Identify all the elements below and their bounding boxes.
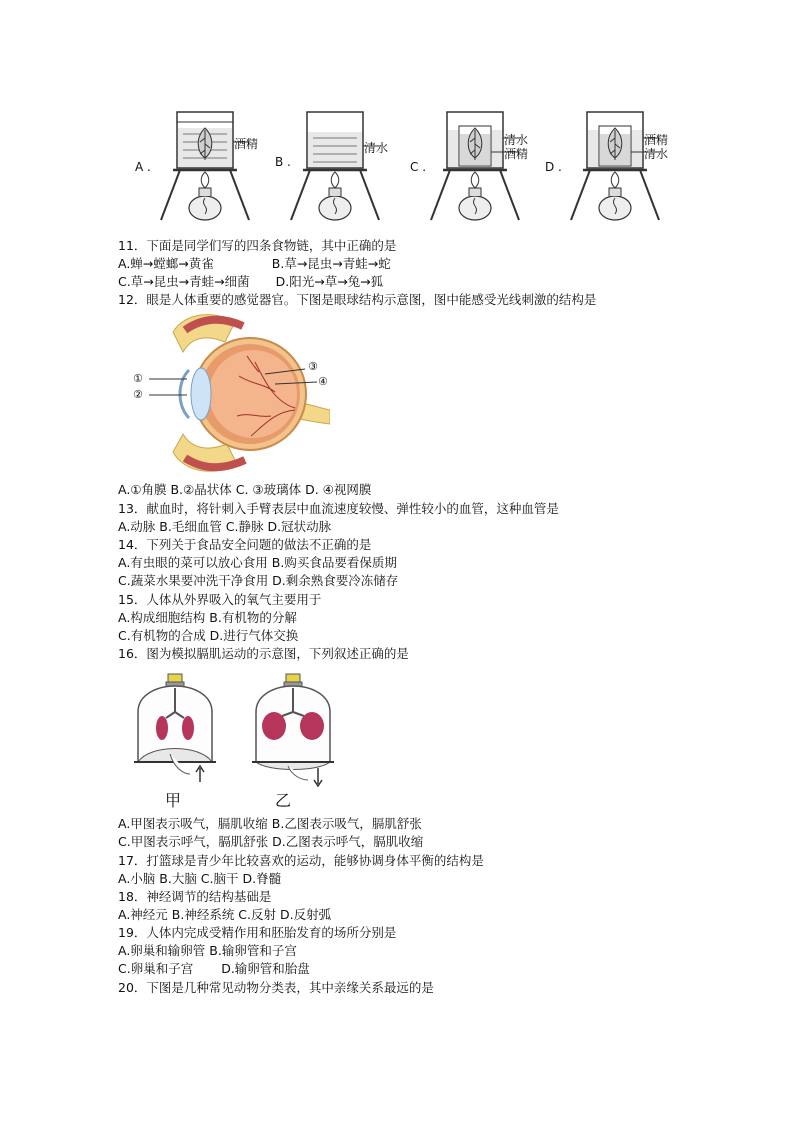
q19-options-cd <box>118 960 310 978</box>
q12-options: A.①角膜 B.②晶状体 C. ③玻璃体 D. ④视网膜 <box>118 482 372 497</box>
beaker-letter-a: A . <box>135 160 151 174</box>
q11-option-b: B.草→昆虫→青蛙→蛇 <box>271 256 391 271</box>
eye-leader-lines <box>145 368 335 408</box>
beaker-b <box>291 112 379 220</box>
beaker-d-label-1: 酒精 <box>644 133 669 147</box>
q15-options-cd: C.有机物的合成 D.进行气体交换 <box>118 628 299 643</box>
jia-label: 甲 <box>165 791 182 810</box>
beaker-letter-b: B . <box>275 155 291 169</box>
q19-options-ab: A.卵巢和输卵管 B.输卵管和子宫 <box>118 943 297 958</box>
q11-option-d: D.阳光→草→兔→狐 <box>275 274 384 289</box>
q16-stem: 16．图为模拟膈肌运动的示意图，下列叙述正确的是 <box>118 646 409 661</box>
q20-stem: 20．下图是几种常见动物分类表，其中亲缘关系最远的是 <box>118 980 434 995</box>
q12-stem: 12．眼是人体重要的感觉器官。下图是眼球结构示意图，图中能感受光线刺激的结构是 <box>118 292 597 307</box>
q18-options: A.神经元 B.神经系统 C.反射 D.反射弧 <box>118 907 332 922</box>
q16-options-cd: C.甲图表示呼气，膈肌舒张 D.乙图表示呼气，膈肌收缩 <box>118 834 424 849</box>
q18-stem: 18．神经调节的结构基础是 <box>118 889 272 904</box>
jar-jia <box>134 674 216 782</box>
q14-stem: 14．下列关于食品安全问题的做法不正确的是 <box>118 537 372 552</box>
beaker-a-label: 酒精 <box>234 137 259 151</box>
beaker-d <box>571 112 659 220</box>
beaker-letter-c: C . <box>410 160 427 174</box>
yi-label: 乙 <box>275 791 292 810</box>
q15-stem: 15．人体从外界吸入的氧气主要用于 <box>118 592 322 607</box>
eye-mark-4: ④ <box>318 375 328 388</box>
beaker-c-label-1: 清水 <box>504 133 529 147</box>
q11-options-ab <box>118 255 391 273</box>
beaker-d-label-2: 清水 <box>644 147 669 161</box>
q13-stem: 13．献血时，将针刺入手臂表层中血流速度较慢、弹性较小的血管，这种血管是 <box>118 501 559 516</box>
jar-yi <box>252 674 334 786</box>
q14-options-cd: C.蔬菜水果要冲洗干净食用 D.剩余熟食要冷冻储存 <box>118 573 399 588</box>
q11-options-cd <box>118 273 383 291</box>
diaphragm-model-drawing <box>130 672 340 792</box>
q11-option-c: C.草→昆虫→青蛙→细菌 <box>118 274 250 289</box>
eye-mark-1: ① <box>133 372 143 385</box>
q11-stem: 11．下面是同学们写的四条食物链，其中正确的是 <box>118 238 397 253</box>
beaker-a <box>161 112 249 220</box>
diaphragm-figure <box>130 672 340 792</box>
q16-options-ab: A.甲图表示吸气，膈肌收缩 B.乙图表示吸气，膈肌舒张 <box>118 816 422 831</box>
eye-mark-2: ② <box>133 388 143 401</box>
q14-options-ab: A.有虫眼的菜可以放心食用 B.购买食品要看保质期 <box>118 555 397 570</box>
beaker-c-label-2: 酒精 <box>504 147 529 161</box>
q17-stem: 17．打篮球是青少年比较喜欢的运动，能够协调身体平衡的结构是 <box>118 853 484 868</box>
q11-option-a: A.蝉→螳螂→黄雀 <box>118 256 214 271</box>
q13-options: A.动脉 B.毛细血管 C.静脉 D.冠状动脉 <box>118 519 332 534</box>
q19-option-d: D.输卵管和胎盘 <box>221 961 310 976</box>
beaker-c <box>431 112 519 220</box>
q15-options-ab: A.构成细胞结构 B.有机物的分解 <box>118 610 297 625</box>
q17-options: A.小脑 B.大脑 C.脑干 D.脊髓 <box>118 871 282 886</box>
q19-stem: 19．人体内完成受精作用和胚胎发育的场所分别是 <box>118 925 397 940</box>
q19-option-c: C.卵巢和子宫 <box>118 961 194 976</box>
beaker-letter-d: D . <box>545 160 562 174</box>
eye-mark-3: ③ <box>308 360 318 373</box>
beaker-b-label: 清水 <box>364 141 389 155</box>
